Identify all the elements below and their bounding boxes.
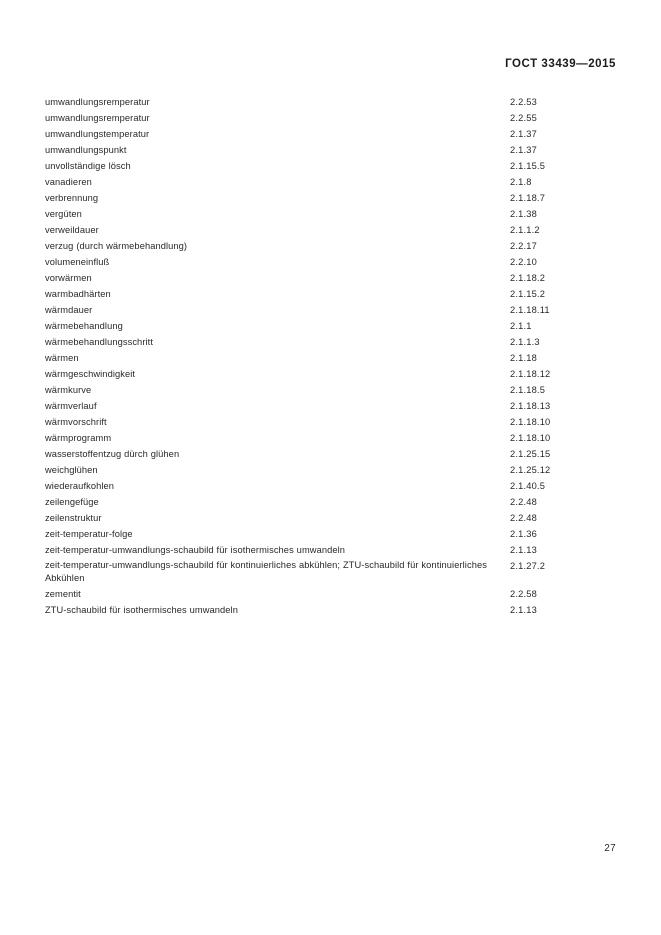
index-entry-term: wärmverlauf [45, 400, 97, 411]
index-entry-reference: 2.1.1.2 [510, 224, 540, 235]
index-entry-reference: 2.1.37 [510, 128, 537, 139]
index-entry-row [45, 415, 616, 430]
index-entry-term: vanadieren [45, 176, 92, 187]
index-entry-reference: 2.2.48 [510, 496, 537, 507]
index-entry-term: wärmvorschrift [45, 416, 107, 427]
index-entry-reference: 2.1.18.12 [510, 368, 551, 379]
index-entry-row [45, 319, 616, 334]
index-entry-row [45, 543, 616, 558]
index-entry-reference: 2.2.53 [510, 97, 537, 107]
index-entry-reference: 2.1.15.2 [510, 288, 546, 299]
index-entry-reference: 2.2.10 [510, 256, 537, 267]
index-entry-reference: 2.1.38 [510, 208, 537, 219]
index-entry-reference: 2.1.13 [510, 544, 537, 555]
index-entry-term: vergüten [45, 208, 82, 219]
index-entry-reference: 2.1.25.15 [510, 448, 551, 459]
index-entry-term: warmbadhärten [45, 288, 111, 299]
index-entry-term: verzug (durch wärmebehandlung) [45, 240, 188, 251]
index-entry-reference: 2.1.18 [510, 352, 537, 363]
index-entry-row [45, 383, 616, 398]
index-entry-term: wärmen [45, 352, 79, 363]
document-header-standard-number: ГОСТ 33439—2015 [505, 58, 616, 70]
index-entry-row [45, 287, 616, 302]
index-entry-reference: 2.1.18.11 [510, 304, 550, 315]
index-entry-row [45, 559, 616, 587]
index-entry-row [45, 159, 616, 174]
index-entry-row [45, 603, 616, 618]
alphabetical-index-list [45, 95, 616, 619]
index-entry-term: verbrennung [45, 192, 99, 203]
index-entry-row [45, 271, 616, 286]
index-entry-row [45, 511, 616, 526]
index-entry-term: weichglühen [45, 464, 98, 475]
index-entry-term: zeit-temperatur-umwandlungs-schaubild für kontinuierliches abkühlen; ZTU-schaubild für kontinuierliches Abkühlen [45, 559, 487, 584]
index-entry-row [45, 479, 616, 494]
index-entry-term: zeilenstruktur [45, 512, 102, 523]
index-entry-row [45, 303, 616, 318]
index-entry-term: wärmprogramm [45, 432, 112, 443]
index-entry-term: wärmdauer [45, 304, 93, 315]
index-entry-row [45, 175, 616, 190]
index-entry-reference: 2.2.55 [510, 112, 537, 123]
index-entry-term: umwandlungstemperatur [45, 128, 150, 139]
index-entry-term: unvollständige lösch [45, 160, 131, 171]
index-entry-reference: 2.1.40.5 [510, 480, 546, 491]
index-entry-reference: 2.1.25.12 [510, 464, 551, 475]
index-entry-term: zeit-temperatur-folge [45, 528, 133, 539]
index-entry-reference: 2.1.36 [510, 528, 537, 539]
index-entry-row [45, 255, 616, 270]
index-entry-row [45, 223, 616, 238]
index-entry-term: vorwärmen [45, 272, 92, 283]
index-entry-reference: 2.1.18.2 [510, 272, 546, 283]
index-entry-reference: 2.1.27.2 [510, 560, 546, 571]
index-entry-reference: 2.1.8 [510, 176, 532, 187]
index-entry-row [45, 191, 616, 206]
index-entry-term: wärmebehandlungsschritt [45, 336, 154, 347]
index-entry-term: zeilengefüge [45, 496, 99, 507]
index-entry-row [45, 527, 616, 542]
index-entry-term: ZTU-schaubild für isothermisches umwandeln [45, 605, 238, 616]
index-entry-reference: 2.1.37 [510, 144, 537, 155]
page-number: 27 [604, 843, 616, 854]
index-entry-reference: 2.1.1.3 [510, 336, 540, 347]
index-entry-term: umwandlungsremperatur [45, 97, 150, 107]
index-entry-reference: 2.1.1 [510, 320, 532, 331]
index-entry-reference: 2.1.18.5 [510, 384, 546, 395]
index-entry-row [45, 587, 616, 602]
index-entry-reference: 2.2.17 [510, 240, 537, 251]
index-entry-term: wiederaufkohlen [45, 480, 115, 491]
index-entry-row [45, 367, 616, 382]
index-entry-reference: 2.1.15.5 [510, 160, 546, 171]
index-entry-row [45, 431, 616, 446]
index-entry-reference: 2.1.18.10 [510, 416, 551, 427]
index-entry-term: wasserstoffentzug dürch glühen [45, 448, 180, 459]
index-entry-row [45, 399, 616, 414]
index-entry-term: zeit-temperatur-umwandlungs-schaubild für isothermisches umwandeln [45, 544, 346, 555]
index-entry-row [45, 95, 616, 110]
index-entry-row [45, 207, 616, 222]
index-entry-row [45, 495, 616, 510]
index-entry-row [45, 351, 616, 366]
index-entry-term: umwandlungsremperatur [45, 112, 150, 123]
index-entry-row [45, 127, 616, 142]
index-entry-reference: 2.2.48 [510, 512, 537, 523]
index-entry-term: volumeneinfluß [45, 256, 110, 267]
index-entry-term: wärmkurve [45, 384, 92, 395]
index-entry-row [45, 335, 616, 350]
index-entry-reference: 2.1.18.13 [510, 400, 551, 411]
index-entry-row [45, 239, 616, 254]
index-entry-reference: 2.1.18.10 [510, 432, 551, 443]
index-entry-reference: 2.2.58 [510, 589, 537, 600]
index-entry-row [45, 463, 616, 478]
index-entry-reference: 2.1.18.7 [510, 192, 546, 203]
index-entry-reference: 2.1.13 [510, 605, 537, 616]
index-entry-term: zementit [45, 589, 81, 600]
index-entry-row [45, 143, 616, 158]
index-entry-term: wärmebehandlung [45, 320, 123, 331]
index-entry-term: verweildauer [45, 224, 99, 235]
index-entry-row [45, 447, 616, 462]
index-entry-row [45, 111, 616, 126]
index-entry-term: wärmgeschwindigkeit [45, 368, 136, 379]
index-entry-term: umwandlungspunkt [45, 144, 127, 155]
